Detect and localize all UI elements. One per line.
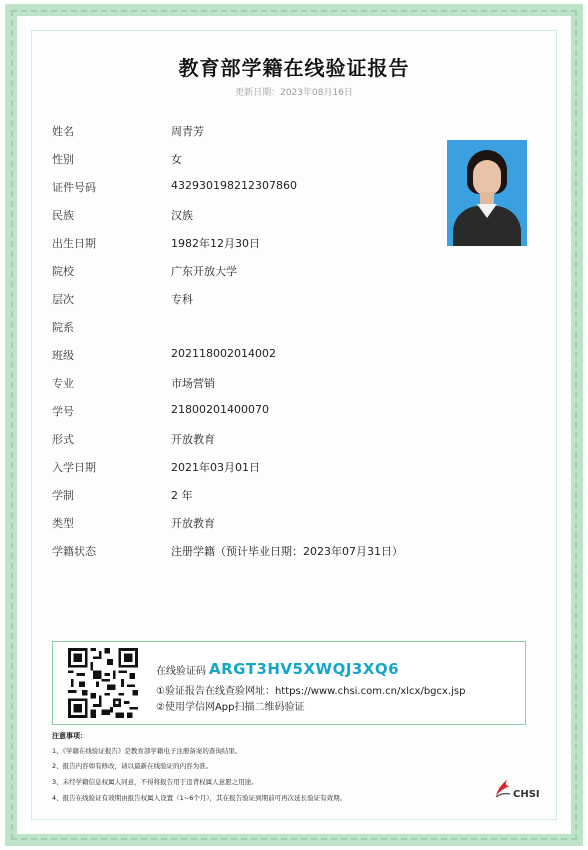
field-value: 开放教育 [171, 433, 215, 446]
field-value: 周青芳 [171, 125, 204, 138]
field-value: 202118002014002 [171, 347, 276, 360]
update-date: 2023年08月16日 [280, 88, 353, 98]
field-label: 学籍状态 [52, 545, 96, 558]
field-value: 女 [171, 153, 182, 166]
update-date-line [0, 85, 588, 98]
verification-app-line: ②使用学信网App扫描二维码验证 [156, 702, 305, 713]
field-label: 性别 [52, 153, 74, 166]
note-item: 2、报告内容如有修改，请以最新在线验证的内容为准。 [52, 762, 213, 770]
report-title: 教育部学籍在线验证报告 [178, 56, 410, 80]
field-value: 1982年12月30日 [171, 237, 260, 250]
verification-box [52, 641, 526, 725]
field-label: 民族 [52, 209, 74, 222]
student-photo [447, 140, 527, 246]
field-value: 2 年 [171, 489, 193, 502]
qr-code-icon[interactable] [68, 648, 138, 718]
field-label: 层次 [52, 293, 74, 306]
update-label: 更新日期： [235, 88, 281, 98]
field-label: 院校 [52, 265, 74, 278]
field-value: 注册学籍（预计毕业日期：2023年07月31日） [171, 545, 403, 558]
field-label: 学制 [52, 489, 74, 502]
field-value: 专科 [171, 293, 193, 306]
field-label: 类型 [52, 517, 74, 530]
field-label: 证件号码 [52, 181, 96, 194]
field-label: 专业 [52, 377, 74, 390]
verification-code-label: 在线验证码 [156, 666, 206, 677]
field-value: 广东开放大学 [171, 265, 237, 278]
field-label: 入学日期 [52, 461, 96, 474]
note-item: 3、未经学籍信息权属人同意，不得将报告用于违背权属人意愿之用途。 [52, 778, 258, 786]
verification-code-line [156, 660, 399, 678]
field-value: 432930198212307860 [171, 179, 297, 192]
field-value: 开放教育 [171, 517, 215, 530]
notes-title: 注意事项： [52, 732, 87, 740]
field-label: 学号 [52, 405, 74, 418]
chsi-logo-text: CHSI [513, 789, 540, 800]
note-item: 4、报告在线验证有效期由报告权属人设置（1~6个月），其在报告验证到期前可再次延长验证有效期。 [52, 794, 347, 802]
note-item: 1、《学籍在线验证报告》是教育部学籍电子注册备案的查询结果。 [52, 747, 242, 755]
verification-url-line: ①验证报告在线查验网址：https://www.chsi.com.cn/xlcx/bgcx.jsp [156, 686, 466, 697]
field-label: 班级 [52, 349, 74, 362]
field-label: 形式 [52, 433, 74, 446]
field-label: 出生日期 [52, 237, 96, 250]
verification-code: ARGT3HV5XWQJ3XQ6 [209, 660, 400, 678]
chsi-logo [494, 778, 544, 802]
field-value: 2021年03月01日 [171, 461, 260, 474]
field-value: 汉族 [171, 209, 193, 222]
field-value: 市场营销 [171, 377, 215, 390]
field-value: 21800201400070 [171, 403, 269, 416]
field-label: 院系 [52, 321, 74, 334]
chsi-logo-icon [494, 778, 512, 800]
field-label: 姓名 [52, 125, 74, 138]
